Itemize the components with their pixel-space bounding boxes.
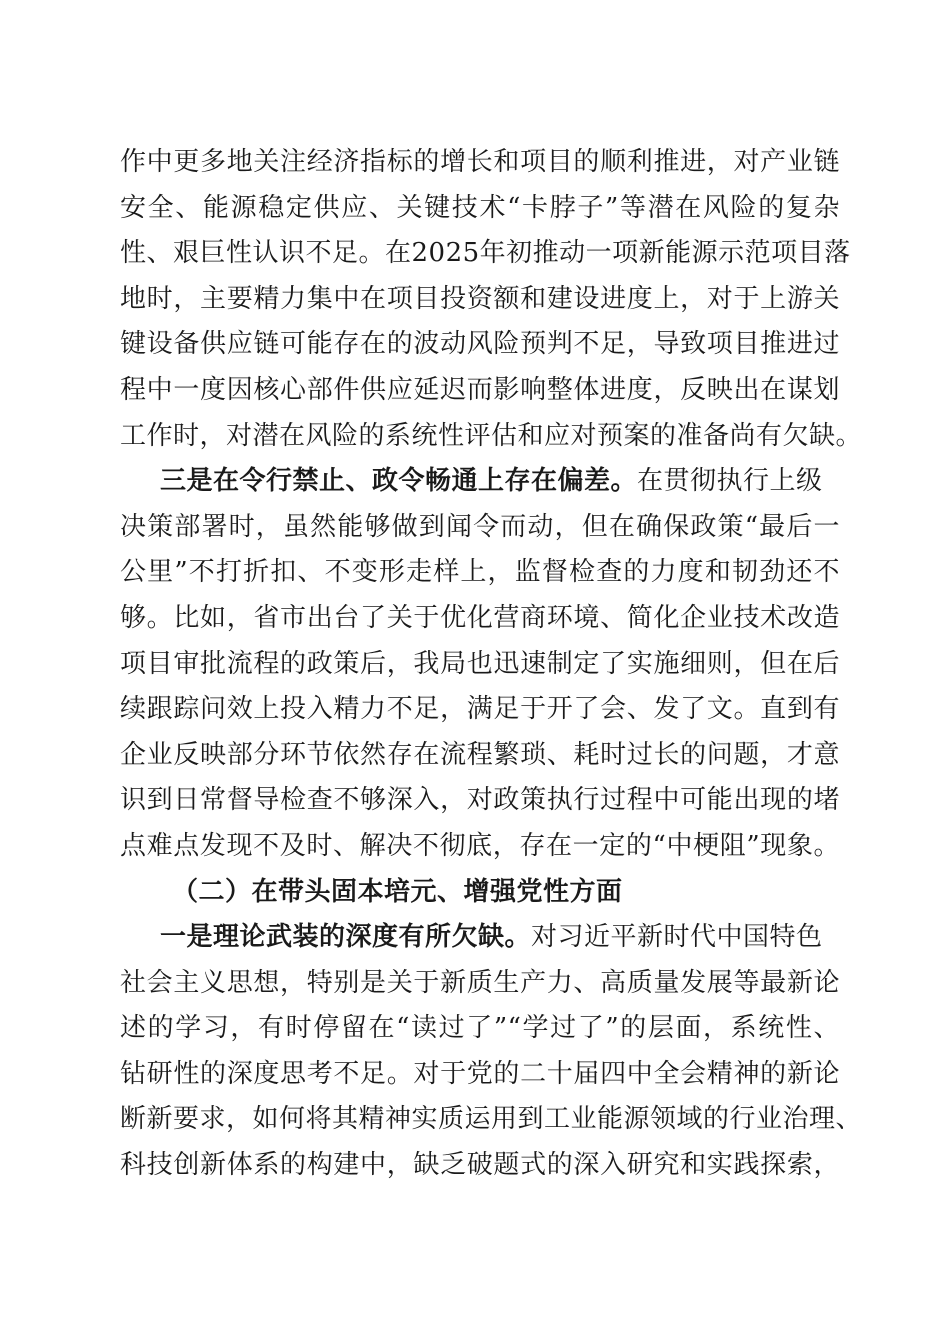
paragraph-start	[120, 459, 840, 505]
text-line: 项目审批流程的政策后，我局也迅速制定了实施细则，但在后	[120, 648, 840, 679]
document-page	[120, 140, 863, 1189]
text-line: 安全、能源稳定供应、关键技术“卡脖子”等潜在风险的复杂	[120, 192, 840, 223]
text-line: 作中更多地关注经济指标的增长和项目的顺利推进，对产业链	[120, 147, 840, 177]
section-heading: （二）在带头固本培元、增强党性方面	[172, 876, 623, 907]
text-line: 断新要求，如何将其精神实质运用到工业能源领域的行业治理、	[120, 1104, 863, 1135]
text-line: 程中一度因核心部件供应延迟而影响整体进度，反映出在谋划	[120, 374, 840, 405]
text-line: 点难点发现不及时、解决不彻底，存在一定的“中梗阻”现象。	[120, 830, 840, 861]
text-line: 社会主义思想，特别是关于新质生产力、高质量发展等最新论	[120, 967, 840, 998]
text-line: 科技创新体系的构建中，缺乏破题式的深入研究和实践探索，	[120, 1150, 840, 1181]
text-line: 述的学习，有时停留在“读过了”“学过了”的层面，系统性、	[120, 1013, 840, 1044]
text-line: 性、艰巨性认识不足。在2025年初推动一项新能源示范项目落	[120, 238, 851, 269]
paragraph-start	[120, 915, 840, 961]
text-line: 钻研性的深度思考不足。对于党的二十届四中全会精神的新论	[120, 1058, 840, 1089]
text-line: 续跟踪问效上投入精力不足，满足于开了会、发了文。直到有	[120, 694, 840, 725]
text-line: 工作时，对潜在风险的系统性评估和应对预案的准备尚有欠缺。	[120, 420, 863, 451]
text-line: 公里”不打折扣、不变形走样上，监督检查的力度和韧劲还不	[120, 557, 840, 588]
text-line: 地时，主要精力集中在项目投资额和建设进度上，对于上游关	[120, 283, 840, 314]
paragraph-text: 对习近平新时代中国特色	[531, 922, 823, 953]
text-line: 键设备供应链可能存在的波动风险预判不足，导致项目推进过	[120, 329, 840, 360]
paragraph-lead: 一是理论武装的深度有所欠缺。	[160, 922, 532, 953]
text-line: 够。比如，省市出台了关于优化营商环境、简化企业技术改造	[120, 602, 840, 633]
paragraph-lead: 三是在令行禁止、政令畅通上存在偏差。	[160, 466, 638, 497]
text-line: 决策部署时，虽然能够做到闻令而动，但在确保政策“最后一	[120, 511, 840, 542]
text-line: 识到日常督导检查不够深入，对政策执行过程中可能出现的堵	[120, 785, 840, 816]
paragraph-text: 在贯彻执行上级	[637, 466, 823, 497]
text-line: 企业反映部分环节依然存在流程繁琐、耗时过长的问题，才意	[120, 739, 840, 770]
